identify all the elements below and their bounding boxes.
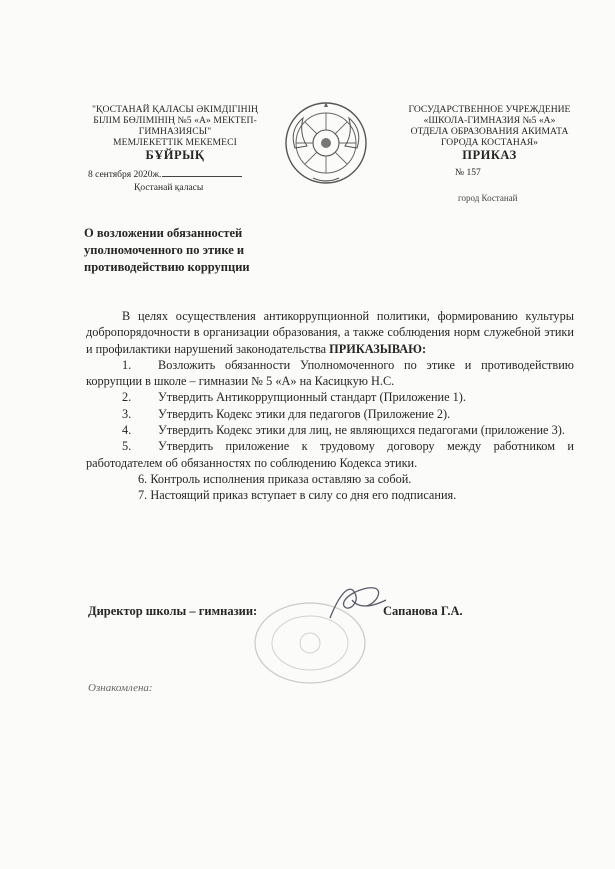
item-text: Контроль исполнения приказа оставляю за собой. — [150, 471, 412, 486]
item-text: Возложить обязанности Уполномоченного по этике и противодействию коррупции в школе – гимназии № 5 «А» на Касицкую Н.С. — [86, 357, 574, 389]
order-phrase: ПРИКАЗЫВАЮ: — [329, 341, 427, 356]
director-name: Сапанова Г.А. — [383, 604, 463, 618]
order-item-4 — [86, 422, 574, 438]
header-right-line1: ГОСУДАРСТВЕННОЕ УЧРЕЖДЕНИЕ — [408, 104, 571, 115]
order-item-1 — [86, 357, 574, 390]
document-title — [84, 225, 294, 276]
title-line1: О возложении обязанностей — [84, 226, 243, 240]
order-word-russian: ПРИКАЗ — [462, 148, 517, 162]
order-date-text: 8 сентября 2020ж. — [88, 170, 162, 180]
header-right-russian — [392, 104, 587, 161]
header-left-line3: ГИМНАЗИЯСЫ" — [138, 126, 212, 137]
order-number: № 157 — [455, 168, 481, 178]
city-russian: город Костанай — [458, 193, 518, 203]
header-right-line4: ГОРОДА КОСТАНАЯ» — [441, 137, 538, 148]
header-right-line2: «ШКОЛА-ГИМНАЗИЯ №5 «А» — [423, 115, 556, 126]
order-item-6 — [86, 471, 574, 487]
director-position: Директор школы – гимназии: — [88, 604, 258, 618]
order-item-2 — [86, 389, 574, 405]
order-item-5 — [86, 438, 574, 471]
title-line3: противодействию коррупции — [84, 260, 250, 274]
item-text: Утвердить Кодекс этики для лиц, не являющихся педагогами (приложение 3). — [158, 423, 565, 438]
city-kazakh: Қостанай қаласы — [134, 183, 204, 193]
item-text: Утвердить приложение к трудовому договору между работником и работодателем об обязанностях по соблюдению Кодекса этики. — [86, 439, 574, 470]
order-item-3 — [86, 406, 574, 422]
header-left-kazakh — [70, 104, 280, 161]
item-number: 4. — [122, 423, 132, 438]
intro-text: В целях осуществления антикоррупционной политики, формированию культуры добропорядочности в организации образования, а также соблюдения норм служебной этики и профилактики нарушений законодательства — [86, 309, 574, 356]
header-right-line3: ОТДЕЛА ОБРАЗОВАНИЯ АКИМАТА — [410, 126, 569, 137]
document-body — [86, 308, 574, 504]
state-emblem-icon — [283, 100, 369, 186]
header-left-line2: БІЛІМ БӨЛІМІНІҢ №5 «А» МЕКТЕП- — [93, 115, 257, 126]
header-left-line1: "ҚОСТАНАЙ ҚАЛАСЫ ӘКІМДІГІНІҢ — [91, 104, 259, 115]
title-line2: уполномоченного по этике и — [84, 243, 245, 257]
item-number: 3. — [122, 406, 132, 421]
item-number: 6. — [138, 471, 148, 486]
handwritten-signature-icon — [322, 578, 392, 628]
item-text: Утвердить Антикоррупционный стандарт (Приложение 1). — [158, 390, 466, 405]
date-underline — [162, 176, 242, 177]
item-number: 7. — [138, 488, 148, 503]
item-text: Утвердить Кодекс этики для педагогов (Приложение 2). — [158, 406, 451, 421]
order-date — [88, 170, 242, 180]
order-word-kazakh: БҰЙРЫҚ — [145, 148, 205, 162]
order-item-7 — [86, 487, 574, 503]
header-left-line4: МЕМЛЕКЕТТІК МЕКЕМЕСІ — [113, 137, 237, 148]
item-number: 1. — [122, 357, 132, 372]
acquainted-label: Ознакомлена: — [88, 682, 153, 694]
item-text: Настоящий приказ вступает в силу со дня его подписания. — [150, 488, 457, 503]
item-number: 2. — [122, 390, 132, 405]
intro-paragraph — [86, 308, 574, 357]
item-number: 5. — [122, 439, 132, 454]
